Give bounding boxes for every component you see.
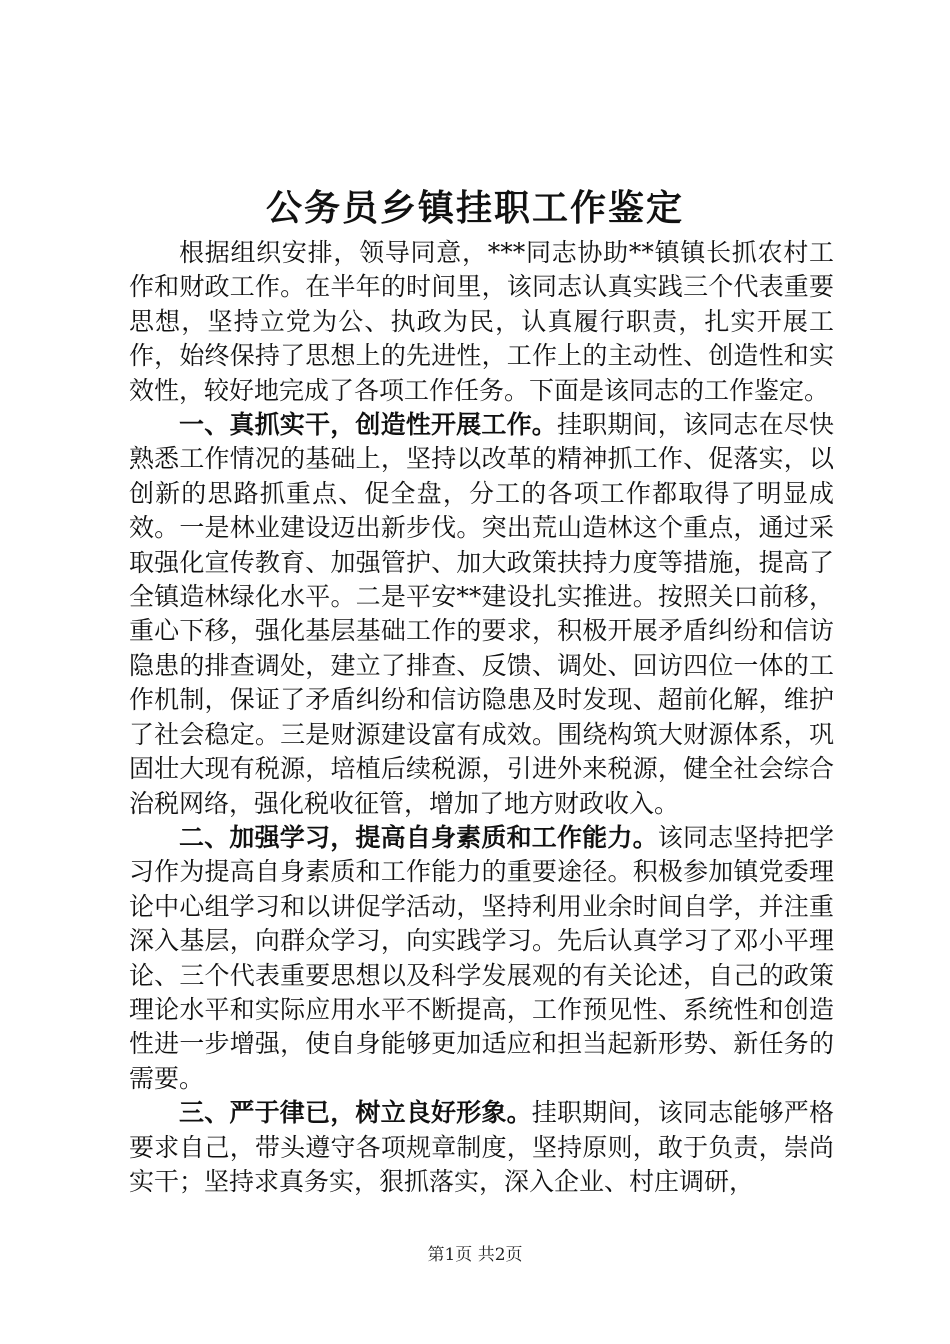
section-heading: 二、加强学习，提高自身素质和工作能力。: [179, 822, 658, 852]
section-three-paragraph: [129, 1096, 834, 1199]
section-two-paragraph: [129, 821, 834, 1096]
section-heading: 一、真抓实干，创造性开展工作。: [179, 410, 557, 440]
section-heading: 三、严于律已，树立良好形象。: [179, 1098, 532, 1128]
paragraph-text: 该同志坚持把学习作为提高自身素质和工作能力的重要途径。积极参加镇党委理论中心组学习和以讲促学活动，坚持利用业余时间自学，并注重深入基层，向群众学习，向实践学习。先后认真学习了邓小平理论、三个代表重要思想以及科学发展观的有关论述，自己的政策理论水平和实际应用水平不断提高，工作预见性、系统性和创造性进一步增强，使自身能够更加适应和担当起新形势、新任务的需要。: [129, 822, 834, 1093]
document-body: [129, 236, 834, 1199]
paragraph-text: 挂职期间，该同志在尽快熟悉工作情况的基础上，坚持以改革的精神抓工作、促落实，以创新的思路抓重点、促全盘，分工的各项工作都取得了明显成效。一是林业建设迈出新步伐。突出荒山造林这个重点，通过采取强化宣传教育、加强管护、加大政策扶持力度等措施，提高了全镇造林绿化水平。二是平安**建设扎实推进。按照关口前移，重心下移，强化基层基础工作的要求，积极开展矛盾纠纷和信访隐患的排查调处，建立了排查、反馈、调处、回访四位一体的工作机制，保证了矛盾纠纷和信访隐患及时发现、超前化解，维护了社会稳定。三是财源建设富有成效。围绕构筑大财源体系，巩固壮大现有税源，培植后续税源，引进外来税源，健全社会综合治税网络，强化税收征管，增加了地方财政收入。: [129, 410, 834, 818]
paragraph-text: 根据组织安排，领导同意，***同志协助**镇镇长抓农村工作和财政工作。在半年的时间里，该同志认真实践三个代表重要思想，坚持立党为公、执政为民，认真履行职责，扎实开展工作，始终保持了思想上的先进性，工作上的主动性、创造性和实效性，较好地完成了各项工作任务。下面是该同志的工作鉴定。: [129, 238, 834, 405]
section-one-paragraph: [129, 408, 834, 821]
page-number-footer: 第1页 共2页: [427, 1245, 523, 1265]
paragraph-text: 挂职期间，该同志能够严格要求自己，带头遵守各项规章制度，坚持原则，敢于负责，崇尚实干；坚持求真务实，狠抓落实，深入企业、村庄调研，: [129, 1098, 834, 1196]
intro-paragraph: [129, 236, 834, 408]
document-title: 公务员乡镇挂职工作鉴定: [265, 187, 684, 229]
